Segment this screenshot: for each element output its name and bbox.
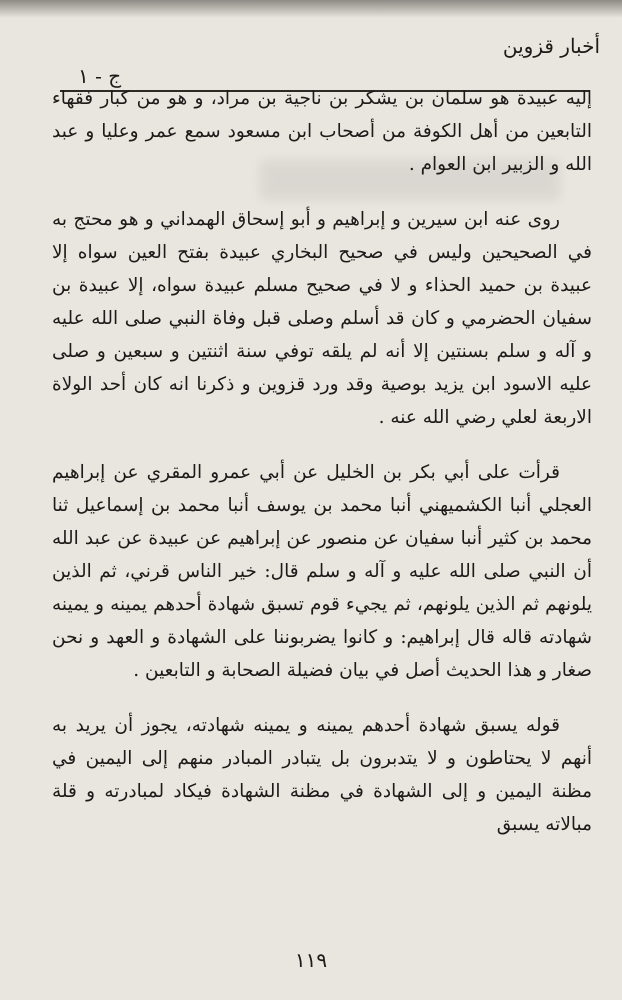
volume-number: ج - ١: [78, 64, 122, 88]
paragraph: قوله يسبق شهادة أحدهم يمينه و يمينه شهادته، يجوز أن يريد به أنهم لا يحتاطون و لا يتدبرون بل يتبادر المبادر منهم إلى اليمين في مظنة اليمين و إلى الشهادة في مظنة الشهادة فيكاد لمبادرته و قلة مبالاته يسبق: [52, 715, 592, 835]
body-text: [52, 82, 592, 942]
paragraph: روى عنه ابن سيرين و إبراهيم و أبو إسحاق الهمداني و هو محتج به في الصحيحين وليس في صحيح البخاري عبيدة بفتح العين سواه إلا عبيدة بن حميد الحذاء و لا في صحيح مسلم عبيدة سواه، إلا عبيدة بن سفيان الحضرمي و كان قد أسلم وصلى قبل وفاة النبي صلى الله عليه و آله و سلم بسنتين إلا أنه لم يلقه توفي سنة اثنتين و سبعين و صلى عليه الاسود ابن يزيد بوصية وقد ورد قزوين و ذكرنا انه كان أحد الولاة الاربعة لعلي رضي الله عنه .: [52, 209, 592, 428]
top-edge-shadow: [0, 0, 622, 18]
paragraph: إليه عبيدة هو سلمان بن يشكر بن ناجية بن مراد، و هو من كبار فقهاء التابعين من أهل الكوفة من أصحاب ابن مسعود سمع عمر وعليا و عبد الله و الزبير ابن العوام .: [52, 88, 592, 175]
page-number: ١١٩: [294, 948, 328, 972]
book-title: أخبار قزوين: [502, 34, 600, 58]
paragraph: قرأت على أبي بكر بن الخليل عن أبي عمرو المقري عن إبراهيم العجلي أنبا الكشميهني أنبا محمد بن يوسف أنبا محمد بن إسماعيل ثنا محمد بن كثير أنبا سفيان عن منصور عن إبراهيم عن عبيدة عن عبد الله أن النبي صلى الله عليه و آله و سلم قال: خير الناس قرني، ثم الذين يلونهم ثم الذين يلونهم، ثم يجيء قوم تسبق شهادة أحدهم يمينه و يمينه شهادته قاله قال إبراهيم: و كانوا يضربوننا على الشهادة و العهد و نحن صغار و هذا الحديث أصل في بيان فضيلة الصحابة و التابعين .: [52, 462, 592, 681]
